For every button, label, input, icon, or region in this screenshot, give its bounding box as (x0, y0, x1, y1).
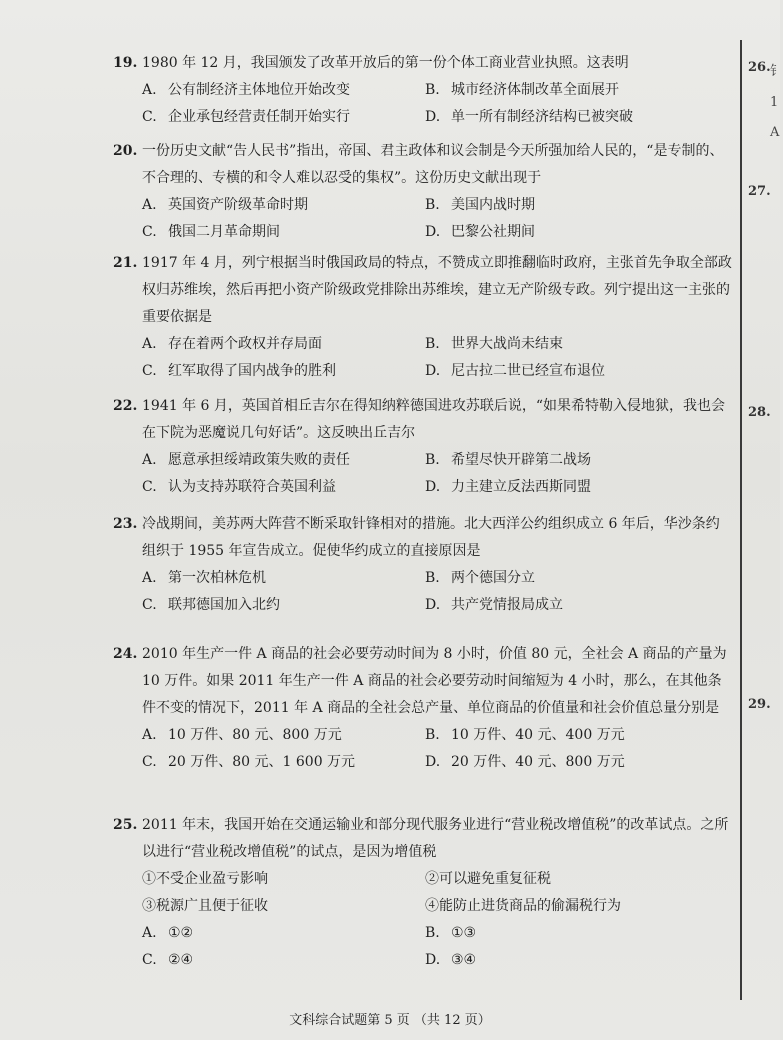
option-c: C. ②④ (142, 952, 194, 968)
question-number: 23. (113, 516, 138, 532)
right-question-number: 27. (748, 184, 771, 199)
right-question-number: 29. (748, 697, 771, 712)
statement-2: ②可以避免重复征税 (425, 871, 551, 887)
option-d: D. 力主建立反法西斯同盟 (425, 479, 591, 495)
question-number: 19. (113, 55, 138, 71)
option-b: B. 世界大战尚未结束 (425, 336, 563, 352)
option-d: D. 巴黎公社期间 (425, 224, 535, 240)
option-b: B. 10 万件、40 元、400 万元 (425, 727, 625, 743)
option-c: C. 俄国二月革命期间 (142, 224, 280, 240)
option-b: B. ①③ (425, 925, 477, 941)
right-question-number: 26. (748, 60, 771, 75)
options-grid (142, 77, 733, 131)
statement-4: ④能防止进货商品的偷漏税行为 (425, 898, 621, 914)
question-number: 25. (113, 817, 138, 833)
right-text-fragment: 钅 (770, 64, 783, 79)
options-grid (142, 447, 733, 501)
statement-3: ③税源广且便于征收 (142, 898, 268, 914)
question-19 (113, 50, 733, 131)
option-b: B. 美国内战时期 (425, 197, 535, 213)
options-grid (142, 722, 733, 776)
question-21 (113, 250, 733, 385)
question-number: 22. (113, 398, 138, 414)
option-a: A. 第一次柏林危机 (142, 570, 266, 586)
option-d: D. 共产党情报局成立 (425, 597, 563, 613)
question-stem: 1941 年 6 月，英国首相丘吉尔在得知纳粹德国进攻苏联后说，“如果希特勒入侵地狱，我也会在下院为恶魔说几句好话”。这反映出丘吉尔 (142, 398, 726, 441)
page-footer: 文科综合试题第 5 页 （共 12 页） (289, 1013, 491, 1028)
question-stem: 1917 年 4 月，列宁根据当时俄国政局的特点，不赞成立即推翻临时政府，主张首先争取全部政权归苏维埃，然后再把小资产阶级政党排除出苏维埃，建立无产阶级专政。列宁提出这一主张的重要依据是 (142, 255, 732, 325)
question-stem: 2011 年末，我国开始在交通运输业和部分现代服务业进行“营业税改增值税”的改革试点。之所以进行“营业税改增值税”的试点，是因为增值税 (142, 817, 729, 860)
option-a: A. 10 万件、80 元、800 万元 (142, 727, 342, 743)
options-grid (142, 331, 733, 385)
option-d: D. 单一所有制经济结构已被突破 (425, 109, 633, 125)
option-c: C. 20 万件、80 元、1 600 万元 (142, 754, 356, 770)
option-c: C. 红军取得了国内战争的胜利 (142, 363, 336, 379)
question-stem: 1980 年 12 月，我国颁发了改革开放后的第一份个体工商业营业执照。这表明 (142, 55, 629, 71)
question-stem: 一份历史文献“告人民书”指出，帝国、君主政体和议会制是今天所强加给人民的，“是专制的、不合理的、专横的和令人难以忍受的集权”。这份历史文献出现于 (142, 143, 724, 186)
options-grid (142, 565, 733, 619)
question-20 (113, 138, 733, 246)
option-a: A. ①② (142, 925, 194, 941)
question-stem: 2010 年生产一件 A 商品的社会必要劳动时间为 8 小时，价值 80 元，全社会 A 商品的产量为 10 万件。如果 2011 年生产一件 A 商品的社会必要劳动时间缩短为 4 小时，那么，在其他条件不变的情况下，2011 年 A 商品的全社会总产量、单位商品的价值量和社会价值总量分别是 (142, 646, 727, 716)
column-divider (740, 40, 742, 1000)
question-25 (113, 812, 733, 974)
option-c: C. 企业承包经营责任制开始实行 (142, 109, 350, 125)
option-b: B. 城市经济体制改革全面展开 (425, 82, 619, 98)
statements-grid (142, 866, 733, 920)
question-number: 20. (113, 143, 138, 159)
option-d: D. ③④ (425, 952, 477, 968)
option-c: C. 认为支持苏联符合英国利益 (142, 479, 336, 495)
option-a: A. 存在着两个政权并存局面 (142, 336, 322, 352)
option-c: C. 联邦德国加入北约 (142, 597, 280, 613)
statement-1: ①不受企业盈亏影响 (142, 871, 268, 887)
right-question-number: 28. (748, 405, 771, 420)
option-b: B. 希望尽快开辟第二战场 (425, 452, 591, 468)
options-grid (142, 192, 733, 246)
question-number: 21. (113, 255, 138, 271)
option-a: A. 愿意承担绥靖政策失败的责任 (142, 452, 350, 468)
right-text-fragment: A (770, 125, 780, 140)
question-stem: 冷战期间，美苏两大阵营不断采取针锋相对的措施。北大西洋公约组织成立 6 年后，华沙条约组织于 1955 年宣告成立。促使华约成立的直接原因是 (142, 516, 720, 559)
question-23 (113, 511, 733, 619)
options-grid (142, 920, 733, 974)
right-column-fragment (746, 0, 783, 1040)
right-text-fragment: 1 (770, 95, 779, 110)
question-number: 24. (113, 646, 138, 662)
question-22 (113, 393, 733, 501)
option-a: A. 英国资产阶级革命时期 (142, 197, 308, 213)
option-b: B. 两个德国分立 (425, 570, 535, 586)
option-a: A. 公有制经济主体地位开始改变 (142, 82, 350, 98)
option-d: D. 20 万件、40 元、800 万元 (425, 754, 625, 770)
question-24 (113, 641, 733, 776)
option-d: D. 尼古拉二世已经宣布退位 (425, 363, 605, 379)
